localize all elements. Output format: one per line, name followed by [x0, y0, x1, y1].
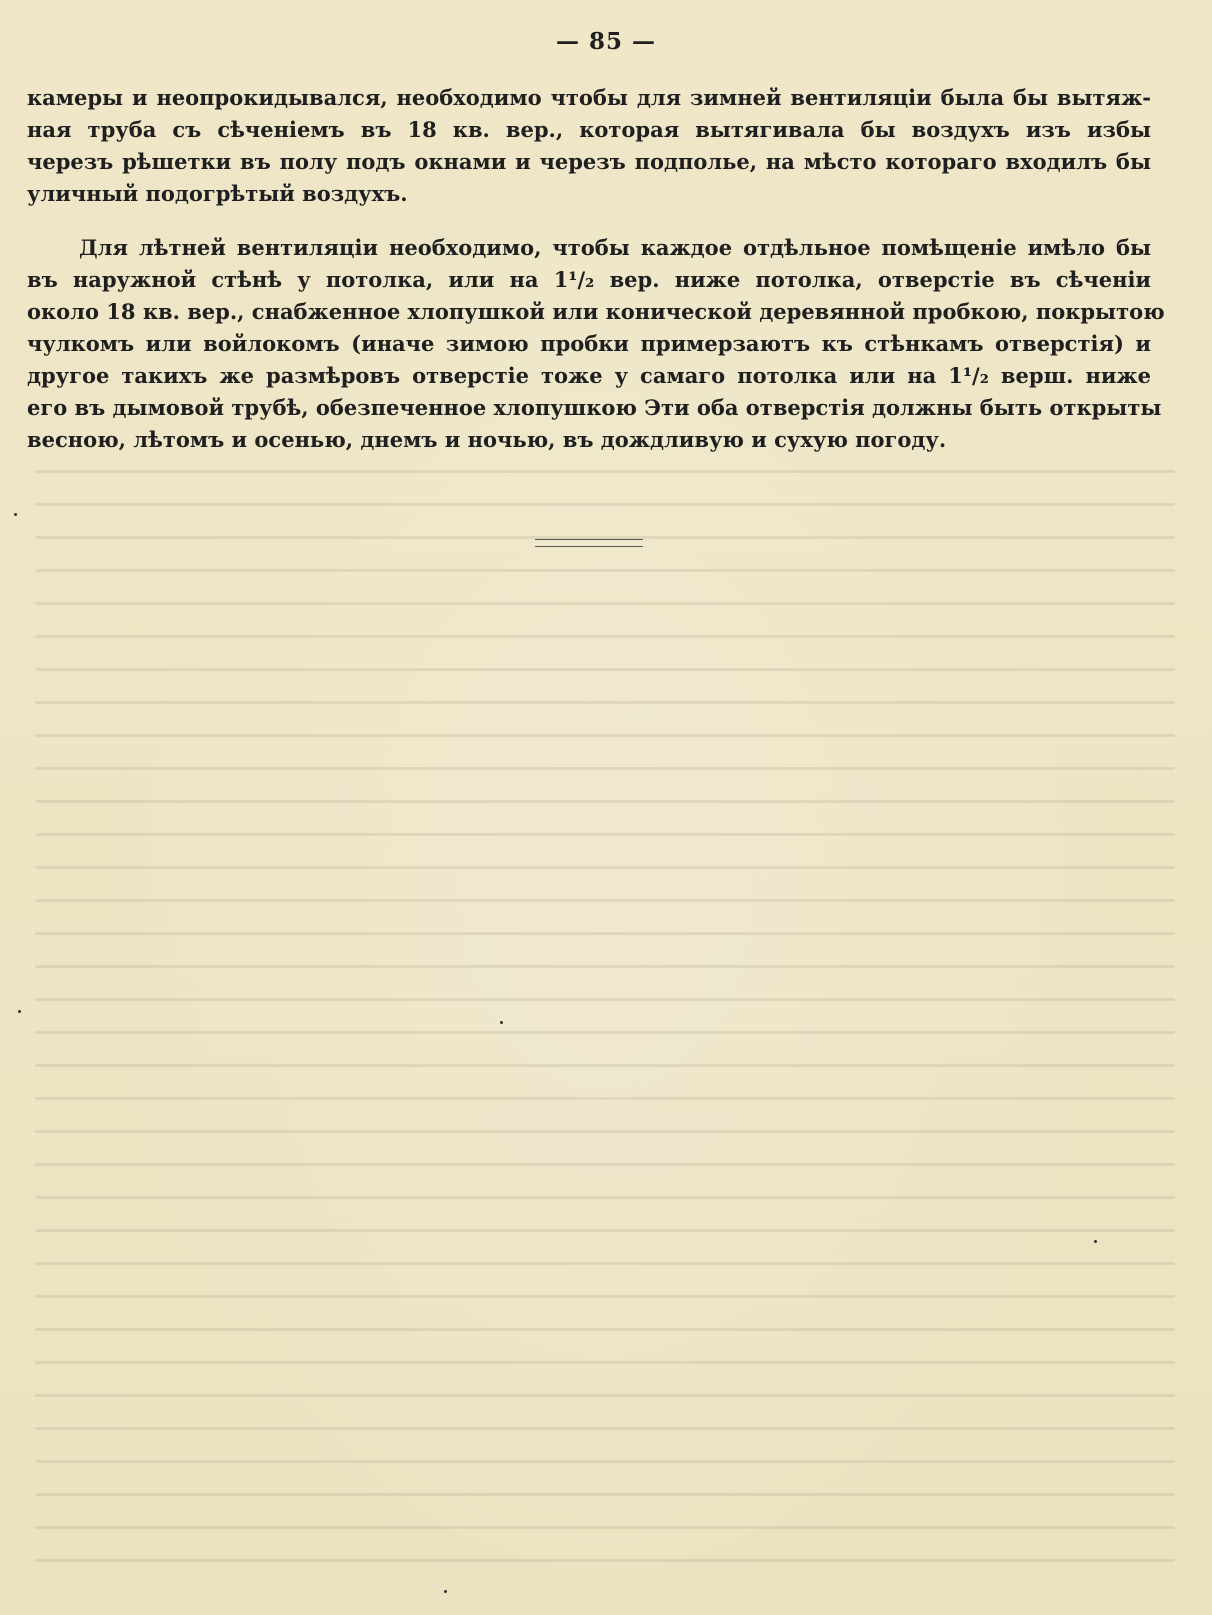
text-line: около 18 кв. вер., снабженное хлопушкой или конической деревянной пробкою, покрытою	[27, 299, 1165, 324]
paper-speck	[500, 1021, 503, 1024]
section-divider-double-rule	[535, 539, 643, 547]
text-line: его въ дымовой трубѣ, обезпеченное хлопушкою Эти оба отверстія должны быть открыты	[27, 395, 1162, 420]
paper-speck	[14, 513, 17, 516]
text-line: уличный подогрѣтый воздухъ.	[27, 181, 408, 206]
text-line: весною, лѣтомъ и осенью, днемъ и ночью, въ дождливую и сухую погоду.	[27, 427, 947, 452]
text-line: чулкомъ или войлокомъ (иначе зимою пробки примерзаютъ къ стѣнкамъ отверстія) и	[27, 331, 1151, 356]
paragraph-summer-ventilation	[27, 232, 1165, 456]
text-line: Для лѣтней вентиляціи необходимо, чтобы каждое отдѣльное помѣщеніе имѣло бы	[79, 235, 1151, 260]
page-number: — 85 —	[555, 28, 657, 55]
paragraph-winter-ventilation	[27, 82, 1151, 210]
paper-speck	[1094, 1240, 1097, 1243]
text-line: другое такихъ же размѣровъ отверстіе тоже у самаго потолка или на 1¹/₂ верш. ниже	[27, 363, 1151, 388]
text-line: камеры и неопрокидывался, необходимо чтобы для зимней вентиляціи была бы вытяж-	[27, 85, 1151, 110]
paper-speck	[444, 1590, 447, 1593]
text-line: черезъ рѣшетки въ полу подъ окнами и черезъ подполье, на мѣсто котораго входилъ бы	[27, 149, 1151, 174]
reverse-side-bleed-through	[35, 470, 1175, 1570]
text-line: въ наружной стѣнѣ у потолка, или на 1¹/₂ вер. ниже потолка, отверстіе въ сѣченіи	[27, 267, 1151, 292]
paper-speck	[18, 1010, 21, 1013]
text-line: ная труба съ сѣченіемъ въ 18 кв. вер., которая вытягивала бы воздухъ изъ избы	[27, 117, 1151, 142]
